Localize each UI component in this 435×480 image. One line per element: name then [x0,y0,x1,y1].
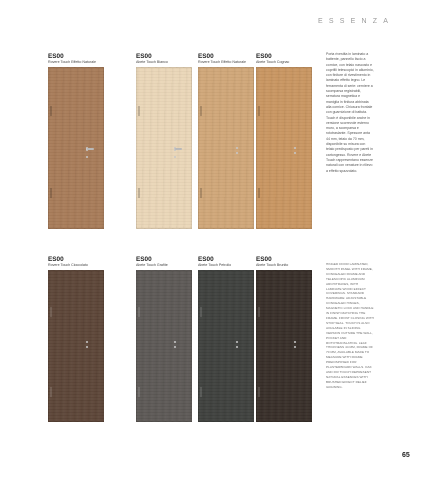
hinge-mark [258,307,260,317]
lock-mark [86,341,88,343]
door-card [256,256,310,422]
door-card [48,256,102,422]
door-finish: Abete Touch Bianco [136,60,168,64]
door-code: ES00 [48,53,64,60]
door-card [198,53,252,229]
lock-mark [294,152,296,154]
page-number: 65 [402,452,410,459]
door-code: ES00 [256,256,272,263]
hinge-mark [200,307,202,317]
lock-mark [86,156,88,158]
door-swatch [198,67,254,229]
lock-mark [236,346,238,348]
door-finish: Abete Touch Petrolio [198,263,232,267]
door-handle [87,148,94,150]
hinge-mark [138,307,140,317]
door-card [198,256,252,422]
door-finish: Rovere Touch Effetto Naturale [48,60,97,64]
door-code: ES00 [256,53,272,60]
door-swatch [136,270,192,422]
hinge-mark [50,188,52,198]
door-finish: Abete Touch Grafite [136,263,168,267]
lock-mark [236,152,238,154]
hinge-mark [258,106,260,116]
door-card [256,53,310,229]
description-italian: Porta rivestita in laminato a battente, pannello liscio a cornice, con telaio nascosto e coprifili telescopici in alluminio, con finiture di rivestimento in laminato effetto legno. Le ferramenta di serie: cerniere a scomparsa registrabili, serratura magnetica e maniglia in finitura abbinata alla cornice. Chiusura frontale con guarnizione di battuta. Touch è disponibile anche in versione scorrevole esterno muro, a scomparsa e rototraslante. Spessore anta 44 mm, telaio da 70 mm, disponibile su misura con telaio predisposto per pareti in cartongesso. Rovere e Abete Touch rappresentano essenze naturali con venature in rilievo a effetto spazzolato. [326,52,374,173]
door-handle [175,148,182,150]
lock-mark [174,156,176,158]
door-swatch [136,67,192,229]
hinge-mark [200,387,202,397]
hinge-mark [138,188,140,198]
door-code: ES00 [136,53,152,60]
lock-mark [294,147,296,149]
hinge-mark [258,188,260,198]
lock-mark [236,341,238,343]
door-finish: Rovere Touch Effetto Naturale [198,60,247,64]
door-card [48,53,102,229]
door-code: ES00 [198,53,214,60]
door-finish: Abete Touch Cognac [256,60,290,64]
hinge-mark [50,387,52,397]
door-finish: Abete Touch Brunito [256,263,289,267]
hinge-mark [50,106,52,116]
lock-mark [294,341,296,343]
lock-mark [174,346,176,348]
door-swatch [256,67,312,229]
hinge-mark [258,387,260,397]
door-code: ES00 [48,256,64,263]
door-code: ES00 [136,256,152,263]
brand-title: ESSENZA [318,18,395,25]
lock-mark [294,346,296,348]
door-card [136,53,190,229]
door-swatch [48,270,104,422]
lock-mark [236,147,238,149]
hinge-mark [138,106,140,116]
door-finish: Rovere Touch Cioccolato [48,263,88,267]
hinge-mark [138,387,140,397]
door-swatch [198,270,254,422]
lock-mark [86,346,88,348]
door-card [136,256,190,422]
lock-mark [174,341,176,343]
door-swatch [256,270,312,422]
hinge-mark [200,106,202,116]
door-swatch [48,67,104,229]
hinge-mark [200,188,202,198]
description-english: HINGED DOOR LAMINATED, SMOOTH PANEL WITH FRAME, CONCEALED FRAME AND TELESCOPIC ALUMINIUM ARCHITRAVES, WITH LAMINATE WOOD EFFECT COVERINGS. STANDARD HARDWARE: ADJUSTABLE CONCEALED HINGES, MAGNETIC LOCK AND HANDLE IN FINISH MATCHING THE FRAME. FRONT CLOSING WITH STOP SEAL. TOUCH IS ALSO AVAILABLE IN SLIDING VERSION OUTSIDE THE WALL, POCKET AND ROTOTRANSLATING. LEAF THICKNESS 44 MM, FRAME OF 70 MM, AVAILABLE MADE TO MEASURE WITH FRAME PREDISPOSED FOR PLASTERBOARD WALLS. OAK AND FIR TOUCH REPRESENT NATURAL ESSENCES WITH BRUSHED EFFECT RELIEF GRAINING. [326,262,374,389]
hinge-mark [50,307,52,317]
door-code: ES00 [198,256,214,263]
